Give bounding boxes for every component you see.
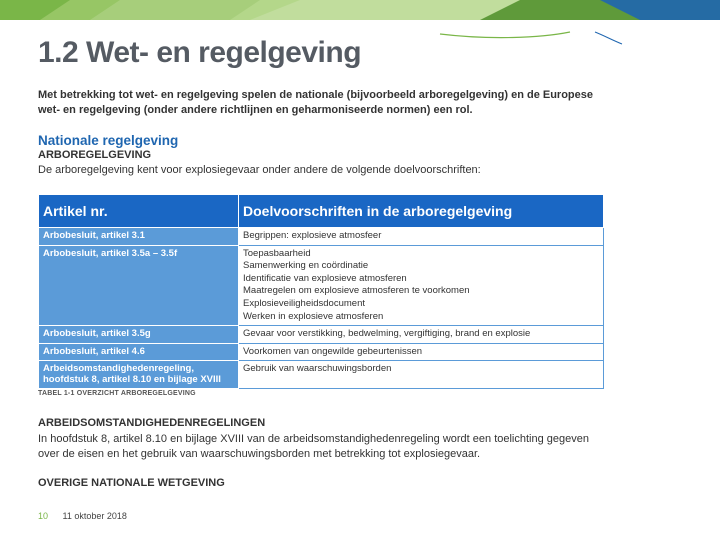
article-cell: Arbobesluit, artikel 4.6 — [39, 343, 239, 361]
requirement-item: Begrippen: explosieve atmosfeer — [243, 230, 382, 241]
regulations-table — [38, 194, 604, 386]
overige-heading: OVERIGE NATIONALE WETGEVING — [38, 477, 225, 489]
table-row — [39, 343, 604, 361]
article-cell: Arbobesluit, artikel 3.1 — [39, 228, 239, 246]
requirement-cell — [239, 361, 604, 389]
article-cell: Arbeidsomstandighedenregeling, hoofdstuk 8, artikel 8.10 en bijlage XVIII — [39, 361, 239, 389]
requirement-item: Gevaar voor verstikking, bedwelming, vergiftiging, brand en explosie — [243, 328, 531, 340]
article-cell: Arbobesluit, artikel 3.5a – 3.5f — [39, 245, 239, 326]
table-row — [39, 228, 604, 246]
table-row — [39, 361, 604, 389]
arbeid-text: In hoofdstuk 8, artikel 8.10 en bijlage XVIII van de arbeidsomstandighedenregeling wordt een toelichting gegeven over de eisen en het gebruik van waarschuwingsborden met betrekking tot explosiegevaar. — [38, 433, 589, 460]
requirement-item: Maatregelen om explosieve atmosferen te voorkomen — [243, 285, 470, 297]
table-row — [39, 326, 604, 344]
arbo-heading: ARBOREGELGEVING — [38, 149, 152, 161]
top-banner-graphic — [0, 0, 720, 20]
table-caption: TABEL 1-1 OVERZICHT ARBOREGELGEVING — [38, 390, 196, 397]
requirement-cell — [239, 343, 604, 361]
footer-date: 11 oktober 2018 — [62, 511, 127, 521]
requirement-item: Identificatie van explosieve atmosferen — [243, 272, 407, 284]
table-row — [39, 245, 604, 326]
requirement-item: Explosieveiligheidsdocument — [243, 297, 365, 309]
requirement-item: Samenwerking en coördinatie — [243, 260, 369, 272]
table-header-requirements: Doelvoorschriften in de arboregelgeving — [239, 195, 604, 228]
footer — [38, 511, 127, 521]
table-header-article: Artikel nr. — [39, 195, 239, 228]
arbeid-heading: ARBEIDSOMSTANDIGHEDENREGELINGEN — [38, 417, 266, 429]
requirement-item: Gebruik van waarschuwingsborden — [243, 363, 392, 375]
requirement-cell — [239, 326, 604, 344]
intro-paragraph: Met betrekking tot wet- en regelgeving spelen de nationale (bijvoorbeeld arboregelgeving) en de Europese wet- en regelgeving (onder andere richtlijnen en geharmoniseerde normen) een rol. — [38, 89, 594, 116]
page-number: 10 — [38, 511, 49, 521]
article-cell: Arbobesluit, artikel 3.5g — [39, 326, 239, 344]
requirement-item: Werken in explosieve atmosferen — [243, 310, 384, 322]
requirement-cell — [239, 228, 604, 246]
requirement-cell — [239, 245, 604, 326]
section-subheading: Nationale regelgeving — [38, 133, 179, 148]
requirement-item: Voorkomen van ongewilde gebeurtenissen — [243, 345, 423, 357]
decorative-swoosh — [430, 24, 630, 48]
page-title: 1.2 Wet- en regelgeving — [38, 36, 362, 69]
arbo-text: De arboregelgeving kent voor explosiegevaar onder andere de volgende doelvoorschriften: — [38, 164, 481, 176]
requirement-item: Toepasbaarheid — [243, 247, 311, 259]
